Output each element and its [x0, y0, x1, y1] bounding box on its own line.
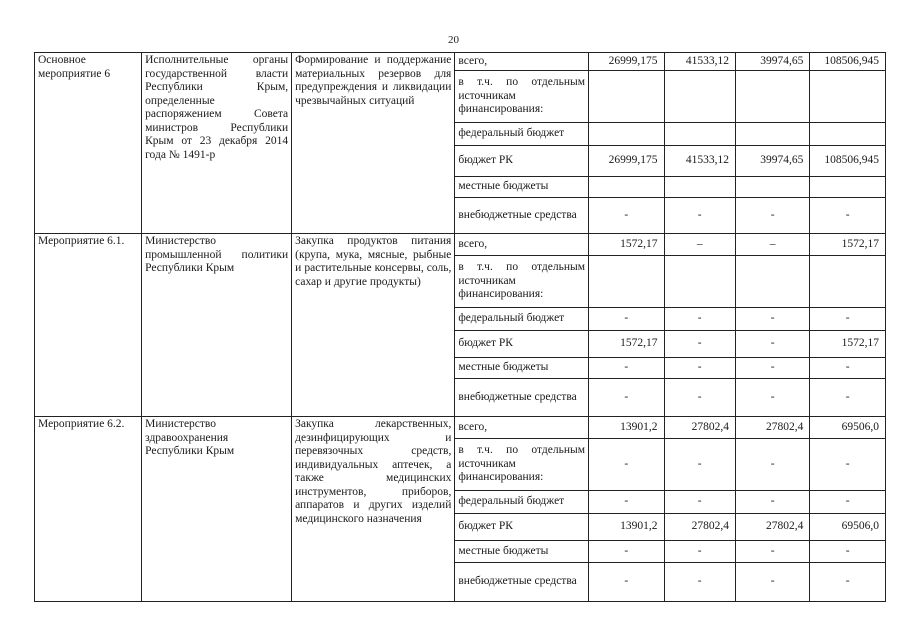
funding-value-v2: - [664, 379, 735, 417]
funding-source-label: федеральный бюджет [455, 308, 589, 331]
table-row [35, 234, 886, 256]
table-row [35, 53, 886, 71]
funding-value-v3: - [735, 198, 809, 234]
funding-value-v4: 108506,945 [810, 53, 886, 71]
funding-value-v3: - [735, 563, 809, 602]
funding-value-v4: 69506,0 [810, 417, 886, 439]
measure-executor: Министерство здравоохранения Республики Крым [142, 417, 292, 602]
funding-source-label: бюджет РК [455, 146, 589, 177]
funding-value-v3: 27802,4 [735, 514, 809, 541]
funding-value-v3: 39974,65 [735, 53, 809, 71]
funding-value-v3 [735, 123, 809, 146]
funding-value-v4: - [810, 541, 886, 563]
funding-value-v2: 27802,4 [664, 514, 735, 541]
page-number: 20 [448, 34, 459, 46]
funding-value-v4: 1572,17 [810, 331, 886, 358]
funding-value-v1: 26999,175 [589, 53, 665, 71]
funding-source-label: федеральный бюджет [455, 123, 589, 146]
funding-source-label: бюджет РК [455, 514, 589, 541]
funding-value-v4 [810, 177, 886, 198]
funding-value-v2 [664, 123, 735, 146]
funding-value-v1: - [589, 379, 665, 417]
funding-value-v1: 1572,17 [589, 331, 665, 358]
funding-value-v4: - [810, 563, 886, 602]
funding-value-v2: 41533,12 [664, 53, 735, 71]
funding-source-label: в т.ч. по отдельным источникам финансирования: [455, 71, 589, 123]
funding-value-v2: - [664, 541, 735, 563]
measure-name: Основное мероприятие 6 [35, 53, 142, 234]
funding-value-v3: - [735, 308, 809, 331]
funding-source-label: бюджет РК [455, 331, 589, 358]
funding-source-label: внебюджетные средства [455, 198, 589, 234]
funding-value-v2: - [664, 358, 735, 379]
funding-source-label: в т.ч. по отдельным источникам финансирования: [455, 439, 589, 491]
funding-source-label: местные бюджеты [455, 358, 589, 379]
funding-source-label: местные бюджеты [455, 177, 589, 198]
funding-value-v1: - [589, 198, 665, 234]
funding-value-v3 [735, 71, 809, 123]
funding-value-v3: 39974,65 [735, 146, 809, 177]
funding-value-v2: 27802,4 [664, 417, 735, 439]
funding-value-v3: 27802,4 [735, 417, 809, 439]
funding-value-v3: - [735, 379, 809, 417]
funding-value-v1: - [589, 491, 665, 514]
table-row [35, 417, 886, 439]
funding-value-v2 [664, 71, 735, 123]
funding-value-v2 [664, 177, 735, 198]
funding-source-label: всего, [455, 53, 589, 71]
funding-value-v3: - [735, 541, 809, 563]
funding-value-v1 [589, 71, 665, 123]
funding-value-v1: - [589, 439, 665, 491]
funding-source-label: федеральный бюджет [455, 491, 589, 514]
funding-value-v1 [589, 256, 665, 308]
funding-source-label: внебюджетные средства [455, 563, 589, 602]
funding-source-label: в т.ч. по отдельным источникам финансирования: [455, 256, 589, 308]
funding-value-v1: 13901,2 [589, 417, 665, 439]
measure-description: Закупка лекарственных, дезинфицирующих и перевязочных средств, индивидуальных аптечек, а также медицинских инструментов, приборов, аппаратов и других изделий медицинского назначения [292, 417, 455, 602]
funding-value-v4: - [810, 308, 886, 331]
funding-value-v3 [735, 177, 809, 198]
funding-value-v2: - [664, 563, 735, 602]
funding-value-v4: 108506,945 [810, 146, 886, 177]
funding-value-v1: - [589, 563, 665, 602]
measure-name: Мероприятие 6.1. [35, 234, 142, 417]
measure-description: Формирование и поддержание материальных резервов для предупреждения и ликвидации чрезвычайных ситуаций [292, 53, 455, 234]
funding-source-label: местные бюджеты [455, 541, 589, 563]
funding-value-v4: - [810, 198, 886, 234]
funding-value-v4: - [810, 358, 886, 379]
funding-value-v1 [589, 123, 665, 146]
funding-value-v2: - [664, 198, 735, 234]
funding-value-v1: - [589, 541, 665, 563]
measure-executor: Министерство промышленной политики Республики Крым [142, 234, 292, 417]
funding-value-v4: - [810, 491, 886, 514]
measure-description: Закупка продуктов питания (крупа, мука, мясные, рыбные и растительные консервы, соль, сахар и другие продукты) [292, 234, 455, 417]
funding-value-v3: – [735, 234, 809, 256]
funding-value-v1 [589, 177, 665, 198]
funding-value-v4 [810, 71, 886, 123]
funding-value-v1: - [589, 308, 665, 331]
funding-value-v4: 69506,0 [810, 514, 886, 541]
funding-value-v2 [664, 256, 735, 308]
funding-value-v1: 1572,17 [589, 234, 665, 256]
funding-value-v4 [810, 123, 886, 146]
funding-value-v4: 1572,17 [810, 234, 886, 256]
funding-value-v3 [735, 256, 809, 308]
funding-value-v4: - [810, 379, 886, 417]
funding-value-v2: - [664, 439, 735, 491]
funding-value-v4: - [810, 439, 886, 491]
funding-source-label: внебюджетные средства [455, 379, 589, 417]
funding-value-v1: 13901,2 [589, 514, 665, 541]
funding-value-v2: 41533,12 [664, 146, 735, 177]
measure-name: Мероприятие 6.2. [35, 417, 142, 602]
funding-value-v2: - [664, 491, 735, 514]
funding-value-v2: - [664, 331, 735, 358]
funding-value-v1: - [589, 358, 665, 379]
funding-value-v2: – [664, 234, 735, 256]
funding-value-v1: 26999,175 [589, 146, 665, 177]
funding-value-v3: - [735, 439, 809, 491]
funding-value-v2: - [664, 308, 735, 331]
funding-source-label: всего, [455, 234, 589, 256]
funding-value-v3: - [735, 358, 809, 379]
funding-value-v3: - [735, 331, 809, 358]
measure-executor: Исполнительные органы государственной власти Республики Крым, определенные распоряжением Совета министров Республики Крым от 23 декабря 2014 года № 1491-р [142, 53, 292, 234]
funding-value-v4 [810, 256, 886, 308]
funding-source-label: всего, [455, 417, 589, 439]
funding-table [34, 52, 886, 602]
funding-value-v3: - [735, 491, 809, 514]
